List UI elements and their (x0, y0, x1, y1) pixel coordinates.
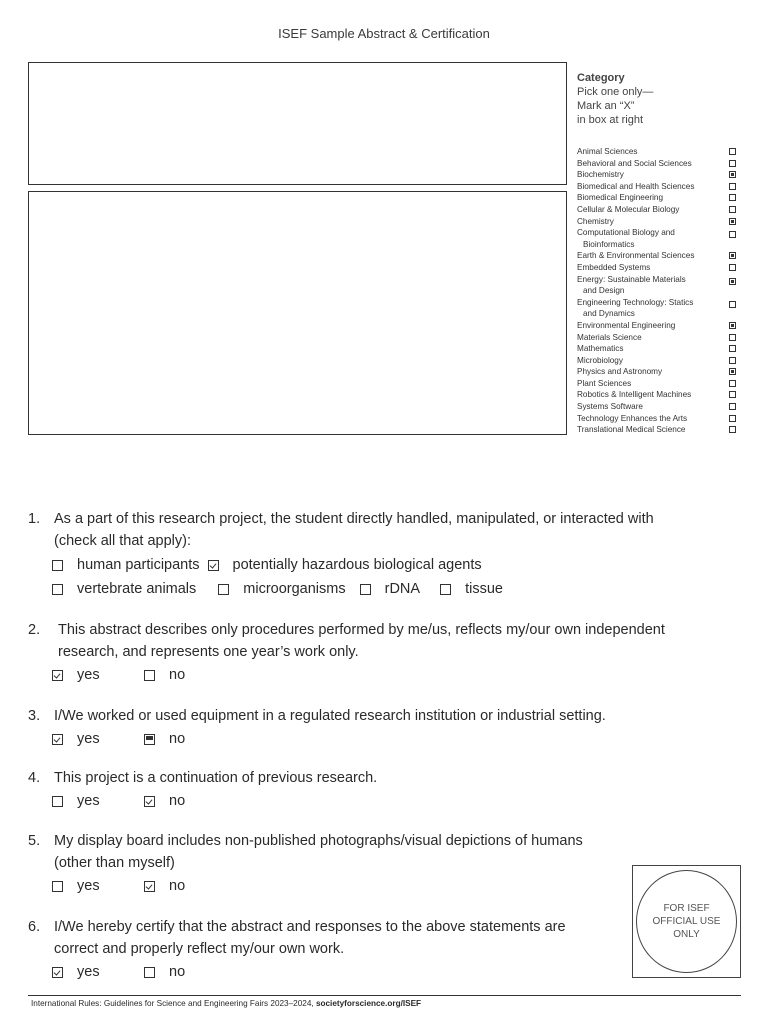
category-item-label: Biomedical and Health Sciences (577, 181, 695, 191)
option-yes[interactable] (52, 664, 144, 686)
tissue-checkbox[interactable] (440, 584, 451, 595)
yes-no-row (28, 727, 740, 751)
yes-checkbox[interactable] (52, 734, 63, 745)
yes-checkbox[interactable] (52, 796, 63, 807)
category-item[interactable] (577, 389, 742, 401)
option-human-participants[interactable] (52, 554, 200, 576)
category-panel (577, 72, 742, 435)
title-entry-box[interactable] (28, 62, 567, 185)
option-label: rDNA (384, 581, 421, 597)
category-item-label-continued: Bioinformatics (583, 239, 635, 249)
category-checkbox[interactable] (729, 391, 736, 398)
category-checkbox[interactable] (729, 206, 736, 213)
yes-label: yes (77, 667, 100, 683)
option-label: human participants (77, 557, 200, 573)
option-yes[interactable] (52, 875, 144, 897)
options-row-2 (28, 577, 740, 601)
option-rdna[interactable] (360, 578, 420, 600)
category-checkbox[interactable] (729, 368, 736, 375)
category-item[interactable] (577, 366, 742, 378)
question-1 (28, 508, 740, 601)
category-item-label: Technology Enhances the Arts (577, 413, 688, 423)
category-item[interactable] (577, 204, 742, 216)
question-text: I/We worked or used equipment in a regulated research institution or industrial setting. (54, 708, 606, 724)
question-number: 1. (28, 511, 41, 527)
question-number: 5. (28, 833, 41, 849)
option-vertebrate-animals[interactable] (52, 578, 196, 600)
question-2 (28, 619, 740, 687)
yes-checkbox[interactable] (52, 881, 63, 892)
category-item-label: Energy: Sustainable Materials (577, 274, 686, 284)
category-item-label: Systems Software (577, 402, 643, 412)
option-no[interactable] (144, 875, 185, 897)
category-heading: Category (577, 72, 625, 84)
category-item[interactable] (577, 401, 742, 413)
category-item-label: Microbiology (577, 355, 623, 365)
no-checkbox[interactable] (144, 796, 155, 807)
category-item-label: Plant Sciences (577, 378, 632, 388)
vertebrate-animals-checkbox[interactable] (52, 584, 63, 595)
category-item-label: Materials Science (577, 332, 642, 342)
category-checkbox[interactable] (729, 278, 736, 285)
category-item-label: Biochemistry (577, 170, 624, 180)
footer-divider (28, 995, 741, 996)
official-use-seal (636, 870, 737, 973)
option-yes[interactable] (52, 790, 144, 812)
question-text-continued: (check all that apply): (54, 533, 192, 549)
category-instruction-2: Mark an “X” (577, 100, 635, 112)
yes-checkbox[interactable] (52, 670, 63, 681)
option-no[interactable] (144, 961, 185, 983)
abstract-entry-box[interactable] (28, 191, 567, 435)
human-participants-checkbox[interactable] (52, 560, 63, 571)
rdna-checkbox[interactable] (360, 584, 371, 595)
footer-link[interactable]: societyforscience.org/ISEF (315, 999, 422, 1008)
no-label: no (169, 731, 186, 747)
no-checkbox[interactable] (144, 734, 155, 745)
question-number: 3. (28, 708, 41, 724)
option-no[interactable] (144, 790, 185, 812)
category-checkbox[interactable] (729, 194, 736, 201)
category-instruction-1: Pick one only— (577, 86, 654, 98)
no-label: no (169, 964, 186, 980)
option-tissue[interactable] (440, 578, 503, 600)
no-label: no (169, 793, 186, 809)
category-item-label: Biomedical Engineering (577, 193, 664, 203)
category-item[interactable] (577, 378, 742, 390)
category-item-label: Cellular & Molecular Biology (577, 204, 680, 214)
question-3 (28, 705, 740, 751)
category-checkbox[interactable] (729, 426, 736, 433)
question-text: This abstract describes only procedures performed by me/us, reflects my/our own independent (58, 622, 665, 638)
category-item[interactable] (577, 262, 742, 274)
category-checkbox[interactable] (729, 301, 736, 308)
category-checkbox[interactable] (729, 403, 736, 410)
no-checkbox[interactable] (144, 670, 155, 681)
document-title: ISEF Sample Abstract & Certification (278, 26, 490, 41)
category-item-label-continued: and Dynamics (583, 309, 635, 319)
category-checkbox[interactable] (729, 171, 736, 178)
microorganisms-checkbox[interactable] (218, 584, 229, 595)
category-item[interactable] (577, 413, 742, 425)
option-microorganisms[interactable] (218, 578, 345, 600)
yes-no-row (28, 663, 740, 687)
category-checkbox[interactable] (729, 231, 736, 238)
category-checkbox[interactable] (729, 160, 736, 167)
yes-label: yes (77, 793, 100, 809)
category-instruction-3: in box at right (577, 114, 644, 126)
option-label: microorganisms (243, 581, 346, 597)
category-item[interactable] (577, 320, 742, 332)
category-item[interactable] (577, 355, 742, 367)
category-item-label: Translational Medical Science (577, 425, 686, 435)
footer (31, 999, 421, 1008)
category-item-label: Mathematics (577, 344, 624, 354)
option-label: vertebrate animals (77, 581, 197, 597)
category-list (577, 146, 742, 436)
category-item[interactable] (577, 216, 742, 228)
hazardous-agents-checkbox[interactable] (208, 560, 219, 571)
option-no[interactable] (144, 728, 185, 750)
question-text-continued: correct and properly reflect my/our own work. (54, 941, 345, 957)
option-yes[interactable] (52, 961, 144, 983)
question-text-continued: (other than myself) (54, 855, 175, 871)
question-number: 4. (28, 770, 41, 786)
category-item-label: Engineering Technology: Statics (577, 297, 694, 307)
no-checkbox[interactable] (144, 967, 155, 978)
yes-label: yes (77, 964, 100, 980)
question-4 (28, 767, 740, 813)
category-item-label: Chemistry (577, 216, 614, 226)
yes-checkbox[interactable] (52, 967, 63, 978)
category-item[interactable] (577, 274, 742, 297)
category-checkbox[interactable] (729, 322, 736, 329)
category-item-label: Earth & Environmental Sciences (577, 251, 695, 261)
category-item-label: Robotics & Intelligent Machines (577, 390, 692, 400)
category-item[interactable] (577, 146, 742, 158)
official-use-box (632, 865, 741, 978)
question-text: This project is a continuation of previous research. (54, 770, 378, 786)
category-item-label: Physics and Astronomy (577, 367, 663, 377)
option-yes[interactable] (52, 728, 144, 750)
category-item-label: Behavioral and Social Sciences (577, 158, 692, 168)
category-item[interactable] (577, 297, 742, 320)
category-checkbox[interactable] (729, 334, 736, 341)
category-checkbox[interactable] (729, 183, 736, 190)
category-item[interactable] (577, 332, 742, 344)
category-item-label: Computational Biology and (577, 228, 675, 238)
category-checkbox[interactable] (729, 148, 736, 155)
category-item-label: Animal Sciences (577, 147, 638, 156)
question-text: My display board includes non-published photographs/visual depictions of humans (54, 833, 583, 849)
category-item[interactable] (577, 424, 742, 436)
category-checkbox[interactable] (729, 218, 736, 225)
category-checkbox[interactable] (729, 415, 736, 422)
category-checkbox[interactable] (729, 252, 736, 259)
option-no[interactable] (144, 664, 185, 686)
option-label: tissue (465, 581, 503, 597)
yes-label: yes (77, 731, 100, 747)
yes-label: yes (77, 878, 100, 894)
yes-no-row (28, 789, 740, 813)
no-label: no (169, 878, 186, 894)
category-item[interactable] (577, 250, 742, 262)
option-hazardous-biological-agents[interactable] (208, 554, 482, 576)
question-text-continued: research, and represents one year’s work only. (58, 644, 359, 660)
category-item[interactable] (577, 227, 742, 250)
category-item-label: Embedded Systems (577, 262, 651, 272)
category-item-label-continued: and Design (583, 286, 625, 296)
options-row-1 (28, 553, 740, 577)
no-checkbox[interactable] (144, 881, 155, 892)
question-text: I/We hereby certify that the abstract and responses to the above statements are (54, 919, 566, 935)
question-number: 2. (28, 622, 41, 638)
category-item-label: Environmental Engineering (577, 320, 676, 330)
footer-text: International Rules: Guidelines for Science and Engineering Fairs 2023–2024, (31, 999, 316, 1008)
no-label: no (169, 667, 186, 683)
category-item[interactable] (577, 169, 742, 181)
category-item[interactable] (577, 181, 742, 193)
question-number: 6. (28, 919, 41, 935)
category-checkbox[interactable] (729, 345, 736, 352)
category-checkbox[interactable] (729, 380, 736, 387)
option-label: potentially hazardous biological agents (232, 557, 482, 573)
category-item[interactable] (577, 343, 742, 355)
category-item[interactable] (577, 192, 742, 204)
question-text: As a part of this research project, the student directly handled, manipulated, or interacted with (54, 511, 654, 527)
category-checkbox[interactable] (729, 357, 736, 364)
category-checkbox[interactable] (729, 264, 736, 271)
category-item[interactable] (577, 158, 742, 170)
official-use-text: FOR ISEF OFFICIAL USE ONLY (652, 903, 721, 940)
